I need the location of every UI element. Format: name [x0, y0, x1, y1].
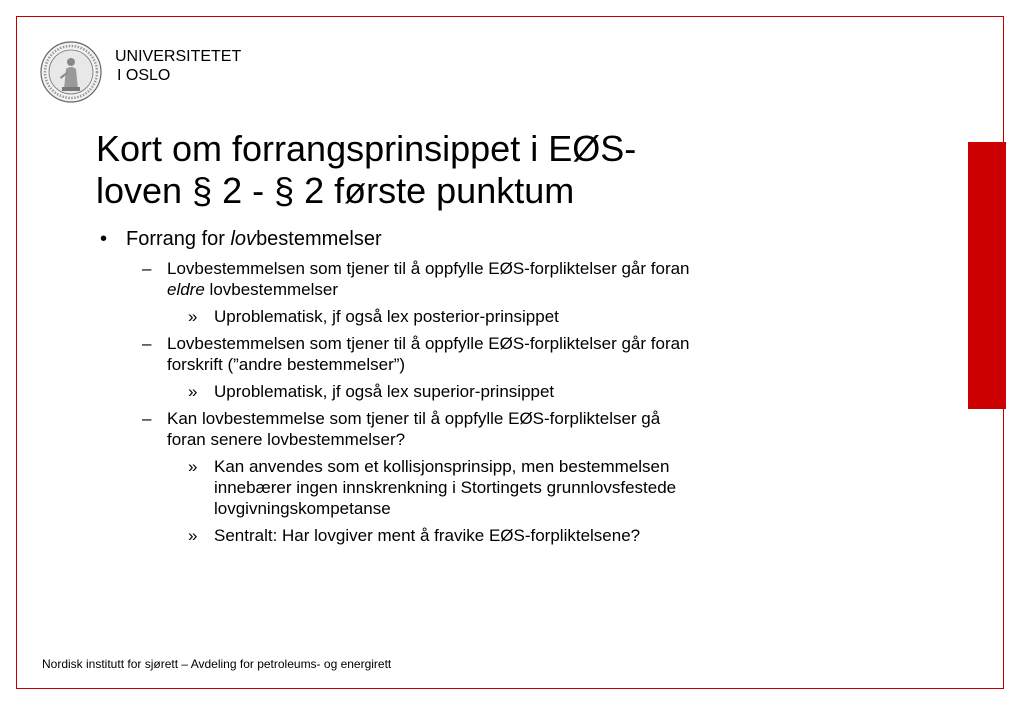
- university-name-line2: I OSLO: [117, 67, 171, 84]
- sub-sub-item-line: innebærer ingen innskrenkning i Stortingets grunnlovsfestede: [214, 478, 677, 497]
- accent-bar: [968, 142, 1006, 409]
- guillemet-marker: »: [188, 457, 198, 476]
- sub-sub-item: [96, 525, 856, 546]
- sub-sub-item-text: Sentralt: Har lovgiver ment å fravike EØS-forpliktelsene?: [214, 526, 641, 545]
- sub-item-italic: eldre: [167, 280, 205, 299]
- bullet-item: [96, 226, 856, 252]
- sub-sub-item: [96, 456, 856, 519]
- sub-item-line: lovbestemmelser: [204, 280, 339, 299]
- sub-item: [96, 408, 856, 450]
- slide-title-line1: Kort om forrangsprinsippet i EØS-: [96, 128, 637, 169]
- sub-item-line: Lovbestemmelsen som tjener til å oppfylle EØS-forpliktelser går foran: [167, 259, 690, 278]
- slide-title-line2: loven § 2 - § 2 første punktum: [96, 170, 575, 211]
- dash-marker: –: [142, 409, 152, 428]
- sub-sub-item-text: Uproblematisk, jf også lex superior-prinsippet: [214, 382, 555, 401]
- sub-sub-item-text: Uproblematisk, jf også lex posterior-prinsippet: [214, 307, 559, 326]
- university-name: [115, 47, 241, 85]
- bullet-prefix: Forrang for: [126, 228, 231, 250]
- sub-sub-item-line: lovgivningskompetanse: [214, 499, 391, 518]
- sub-sub-item: [96, 381, 856, 402]
- bullet-italic: lov: [230, 228, 257, 250]
- university-name-line1: UNIVERSITETET: [115, 48, 242, 65]
- guillemet-marker: »: [188, 307, 198, 326]
- guillemet-marker: »: [188, 382, 198, 401]
- university-seal-icon: [40, 41, 102, 103]
- sub-item-line: Lovbestemmelsen som tjener til å oppfylle EØS-forpliktelser går foran: [167, 334, 690, 353]
- sub-sub-item: [96, 306, 856, 327]
- sub-item-line: Kan lovbestemmelse som tjener til å oppfylle EØS-forpliktelser gå: [167, 409, 661, 428]
- bullet-marker: •: [100, 228, 108, 250]
- sub-item: [96, 333, 856, 375]
- sub-item-line: forskrift (”andre bestemmelser”): [167, 355, 406, 374]
- dash-marker: –: [142, 259, 152, 278]
- guillemet-marker: »: [188, 526, 198, 545]
- sub-item: [96, 258, 856, 300]
- sub-item-line: foran senere lovbestemmelser?: [167, 430, 406, 449]
- dash-marker: –: [142, 334, 152, 353]
- slide-body: [96, 226, 856, 552]
- footer-text: Nordisk institutt for sjørett – Avdeling for petroleums- og energirett: [42, 657, 392, 671]
- sub-sub-item-line: Kan anvendes som et kollisjonsprinsipp, men bestemmelsen: [214, 457, 670, 476]
- bullet-suffix: bestemmelser: [256, 228, 382, 250]
- slide-title: [96, 128, 796, 212]
